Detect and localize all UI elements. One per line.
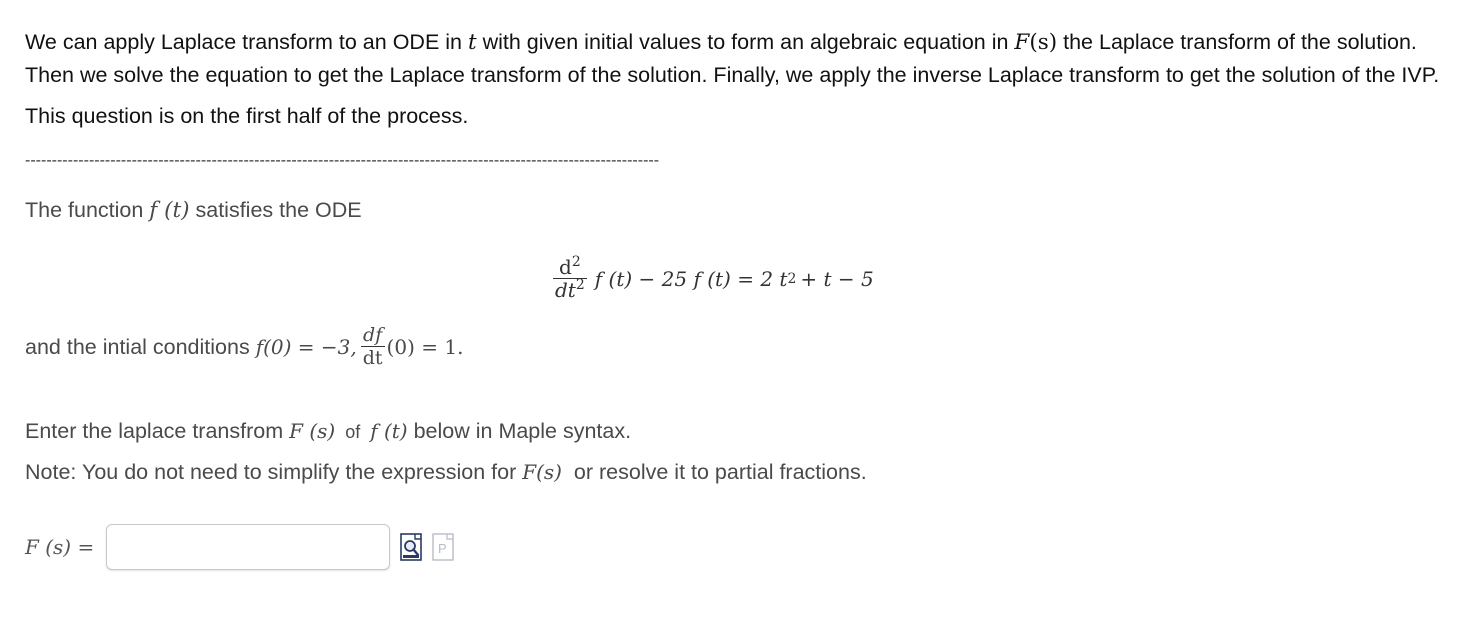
instructions-block: [25, 416, 867, 487]
math-F-of-s: F (s): [289, 419, 336, 443]
frac-numerator: df: [363, 324, 383, 346]
instructions-text: below in Maple syntax.: [407, 419, 632, 443]
instructions-text: Enter the laplace transfrom: [25, 419, 290, 443]
initial-condition-df0: (0) = 1.: [386, 334, 464, 359]
math-variable-t: t: [467, 30, 477, 55]
math-f-of-t: f (t): [370, 419, 408, 443]
math-variable-F: F: [1014, 30, 1030, 55]
ode-intro-line: [25, 195, 1440, 226]
frac-numerator-exponent: 2: [571, 254, 581, 270]
instructions-of: of: [345, 422, 361, 442]
second-derivative-fraction: [553, 256, 587, 301]
note-text: Note: You do not need to simplify the expression for: [25, 460, 523, 484]
frac-denominator-exponent: 2: [575, 277, 585, 293]
math-f-of-t: f (t): [149, 198, 190, 223]
dashed-divider: -----------------------------------------------------------------------------------------------------------------------: [25, 153, 660, 169]
math-F-of-s: F(s): [522, 460, 562, 484]
ode-display-equation: $\frac{d^2}{dt^2}$ f (t) − 25 f (t) = 2 t 2 + t − 5: [555, 254, 874, 302]
intro-text-part: We can apply Laplace transform to an ODE in: [25, 30, 468, 54]
equation-body: f (t) − 25 f (t) = 2 t: [594, 266, 788, 291]
svg-text:P: P: [438, 541, 447, 556]
instructions-line-2: [25, 457, 867, 487]
instructions-line-1: [25, 416, 867, 447]
intro-text-part: with given initial values to form an algebraic equation in: [476, 30, 1015, 54]
note-text: or resolve it to partial fractions.: [567, 460, 867, 484]
math-variable-s: (s): [1029, 30, 1058, 55]
maple-help-icon[interactable]: [432, 533, 454, 561]
ode-intro-text: satisfies the ODE: [195, 198, 362, 222]
intro-paragraph-1: [25, 26, 1440, 92]
initial-condition-f0: f(0) = −3,: [255, 334, 357, 359]
answer-row: [25, 524, 454, 570]
question-container: [25, 26, 1440, 559]
initial-conditions-line: [25, 324, 463, 369]
initial-conditions-text: and the intial conditions: [25, 334, 256, 359]
intro-text-part: the Laplace transform of the solution. Then we solve the equation to get the Laplace transform of the solution. Finally, we apply the inverse Laplace transform to get the solution of the IVP.: [25, 30, 1440, 87]
ode-intro-text: The function: [25, 198, 150, 222]
frac-denominator: dt: [555, 278, 576, 302]
intro-paragraph-2: This question is on the first half of the process.: [25, 104, 469, 128]
first-derivative-fraction: [361, 324, 385, 369]
laplace-answer-input[interactable]: [106, 524, 390, 570]
intro-text: [25, 26, 1440, 133]
equation-tail: + t − 5: [800, 266, 874, 291]
frac-numerator: d: [559, 255, 572, 279]
answer-label-text: F (s) =: [25, 535, 95, 559]
preview-icon[interactable]: [400, 533, 422, 561]
answer-label: [25, 535, 94, 559]
frac-denominator: dt: [362, 347, 383, 369]
